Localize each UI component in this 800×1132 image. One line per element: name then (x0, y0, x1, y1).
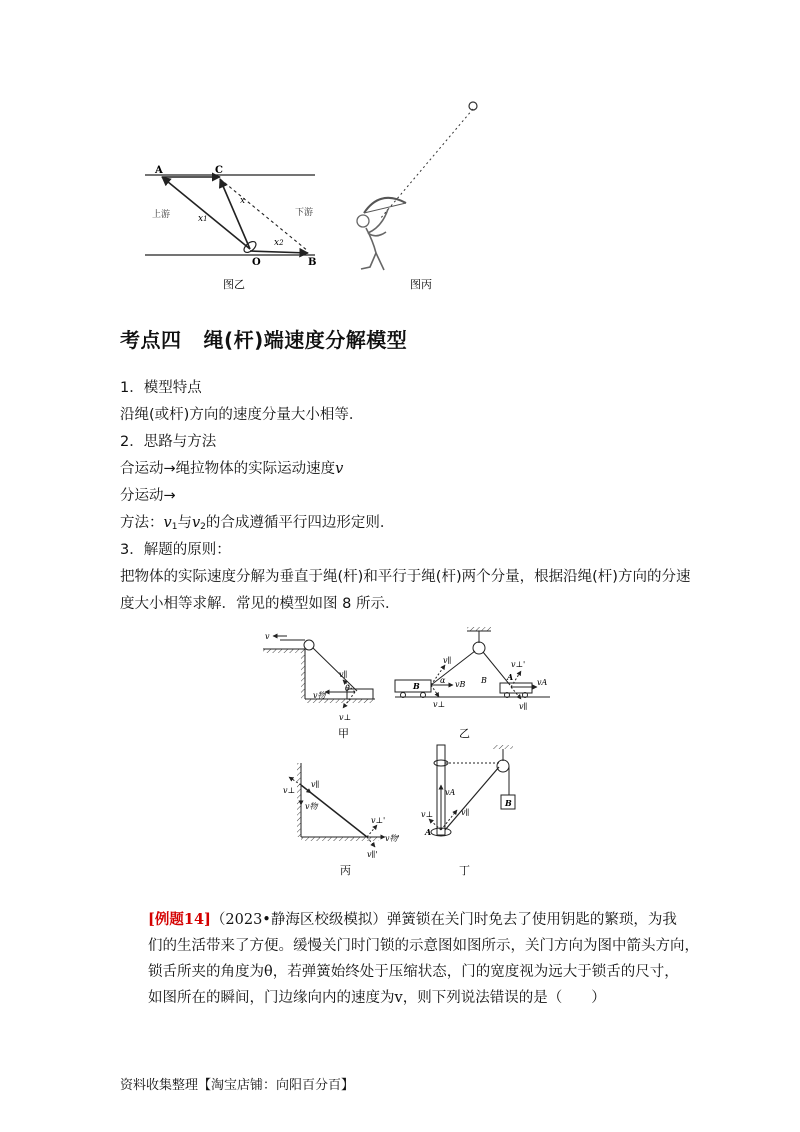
jia-v: v (265, 632, 270, 641)
bing-v-perp2: v⊥' (371, 816, 386, 825)
caption-ding: 丁 (459, 864, 470, 877)
vector-x (220, 179, 250, 249)
label-c: C (215, 165, 223, 176)
caption-yi: 图乙 (223, 278, 245, 291)
river-figure (145, 165, 316, 291)
example-line-1: [例题14]（2023•静海区校级模拟）弹簧锁在关门时免去了使用钥匙的繁琐，为我 (148, 911, 677, 928)
body-line-8: 把物体的实际速度分解为垂直于绳(杆)和平行于绳(杆)两个分量，根据沿绳(杆)方向的分速 (120, 569, 691, 585)
bing-v-par2: v∥' (367, 850, 378, 859)
model-jia (263, 632, 375, 740)
label-o: O (252, 257, 261, 268)
body-line-6: 方法：$v_1$与$v_2$的合成遵循平行四边形定则． (120, 515, 395, 532)
vector-x2 (250, 251, 308, 253)
section-heading (120, 324, 407, 353)
model-bing (283, 763, 400, 877)
example-tag: [例题14] (148, 911, 211, 928)
label-downstream: 下游 (295, 208, 314, 218)
arrow-path (380, 109, 473, 219)
model-ding (421, 745, 515, 877)
label-x1: x (198, 214, 204, 224)
example-line-2: 们的生活带来了方便。缓慢关门时门锁的示意图如图所示，关门方向为图中箭头方向， (148, 938, 699, 954)
label-x1-sub: 1 (203, 215, 208, 223)
footer-note: 资料收集整理【淘宝店铺：向阳百分百】 (120, 1078, 355, 1093)
pulley-icon (304, 640, 314, 650)
jia-v-perp: v⊥ (339, 713, 352, 722)
pulley-icon (497, 760, 509, 772)
bing-v-obj: v物 (305, 802, 318, 811)
figure-8 (255, 625, 555, 880)
jia-v-obj: v物 (313, 691, 326, 700)
svg-text:x2 (274, 238, 284, 248)
yi-v-par2: v∥ (519, 702, 528, 711)
ding-v-perp: v⊥ (421, 810, 434, 819)
jia-v-par: v∥ (339, 670, 348, 679)
jia-theta: θ (345, 684, 350, 693)
bing-v-obj2: v物' (385, 834, 400, 843)
label-x: x (240, 196, 246, 206)
ding-a: A (425, 827, 432, 837)
caption-yi-8: 乙 (459, 727, 470, 740)
body-line-2: 沿绳(或杆)方向的速度分量大小相等． (120, 407, 364, 423)
example-line-4: 如图所在的瞬间，门边缘向内的速度为v，则下列说法错误的是（ ） (148, 990, 606, 1006)
label-upstream: 上游 (152, 210, 171, 220)
model-yi (395, 627, 550, 740)
yi-v-b: vB (455, 680, 466, 689)
ding-v-a: vA (445, 788, 456, 797)
cart-a (500, 683, 532, 693)
bing-v-perp: v⊥ (283, 786, 296, 795)
svg-text:x1 (198, 214, 208, 224)
bing-v-par: v∥ (311, 780, 320, 789)
archer-figure (357, 102, 477, 291)
caption-bing-8: 丙 (340, 864, 351, 877)
ding-v-par: v∥ (461, 808, 470, 817)
label-x2-sub: 2 (279, 239, 284, 247)
yi-b: B (413, 681, 420, 691)
label-x2: x (274, 238, 280, 248)
body-line-3: 2．思路与方法 (120, 434, 217, 450)
caption-bing: 图丙 (410, 278, 432, 291)
caption-jia: 甲 (338, 727, 349, 740)
target-icon (469, 102, 477, 110)
yi-v-par1: v∥ (443, 656, 452, 665)
vector-x1 (162, 177, 250, 249)
section-number: 考点四 (120, 328, 182, 352)
yi-alpha: α (440, 676, 446, 685)
yi-b2: B (481, 676, 487, 685)
label-b: B (308, 257, 317, 268)
yi-v-perp2: v⊥' (511, 660, 526, 669)
yi-a: A (507, 672, 514, 682)
example-line-3: 锁舌所夹的角度为θ，若弹簧始终处于压缩状态，门的宽度视为远大于锁舌的尺寸， (148, 964, 679, 980)
body-line-7: 3．解题的原则： (120, 542, 231, 558)
archer-head (357, 215, 369, 227)
block (347, 689, 373, 699)
body-line-1: 1．模型特点 (120, 380, 202, 396)
body-line-9: 度大小相等求解．常见的模型如图 8 所示． (120, 596, 400, 612)
label-a: A (155, 165, 163, 176)
top-figures (140, 95, 480, 300)
ding-b: B (505, 798, 512, 808)
yi-v-perp1: v⊥ (433, 700, 446, 709)
body-line-5: 分运动→ (120, 488, 176, 504)
yi-v-a: vA (537, 678, 548, 687)
body-line-4: 合运动→绳拉物体的实际运动速度v (120, 461, 344, 477)
section-title: 绳(杆)端速度分解模型 (203, 328, 408, 352)
bow-icon (364, 198, 406, 213)
